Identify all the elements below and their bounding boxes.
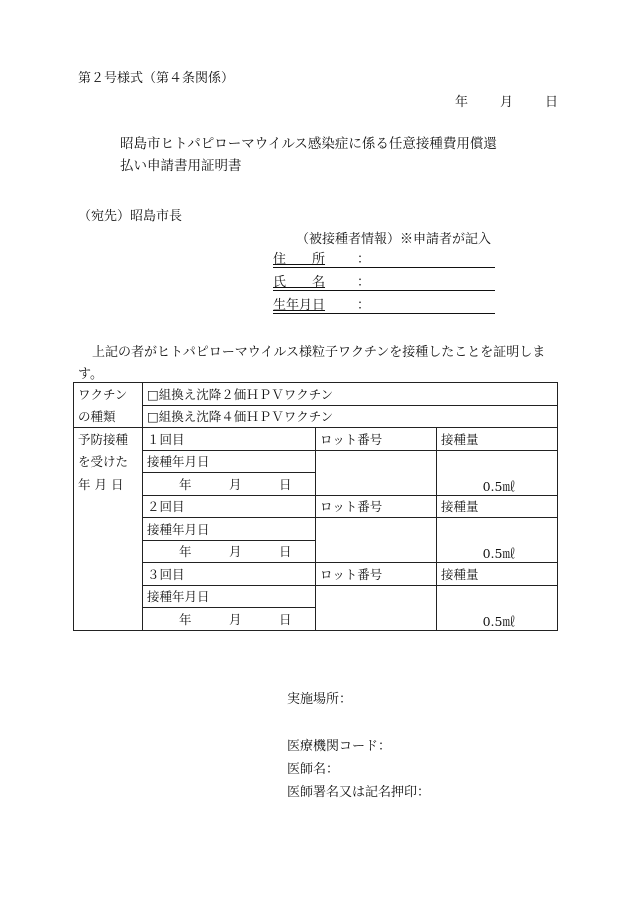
place-field[interactable]: 実施場所：: [287, 692, 353, 707]
lot-label: ロット番号: [316, 428, 437, 451]
addressee: （宛先）昭島市長: [78, 209, 183, 224]
amount-value: 0.5㎖: [437, 518, 558, 563]
document-title: [120, 133, 497, 177]
table-row: [74, 450, 558, 473]
dose-header-blank: [74, 540, 143, 563]
doctor-name-field[interactable]: 医師名：: [287, 762, 340, 777]
dose-label: ２回目: [143, 495, 316, 518]
table-row: [74, 585, 558, 608]
title-line-2: 払い申請書用証明書: [120, 158, 242, 174]
form-number: 第２号様式（第４条関係）: [78, 71, 235, 86]
address-label: 住 所: [273, 252, 326, 267]
date-blank[interactable]: 年 月 日: [143, 540, 316, 563]
colon: ：: [357, 275, 371, 290]
certification-sentence: 上記の者がヒトパピローマウイルス様粒子ワクチンを接種したことを証明します。: [78, 345, 546, 382]
dose-header-blank: [74, 518, 143, 541]
dose-header-blank: [74, 585, 143, 608]
dose-label: ３回目: [143, 563, 316, 586]
amount-label: 接種量: [437, 428, 558, 451]
name-field[interactable]: [273, 271, 495, 291]
vaccine-row-1: [74, 383, 558, 406]
date-year: 年: [455, 95, 469, 110]
date-label: 接種年月日: [143, 585, 316, 608]
date-blank[interactable]: 年 月 日: [143, 608, 316, 631]
date-label: 接種年月日: [143, 518, 316, 541]
name-label: 氏 名: [273, 275, 326, 290]
table-row: [74, 518, 558, 541]
lot-label: ロット番号: [316, 495, 437, 518]
lot-number-cell[interactable]: [316, 585, 437, 630]
birthdate-label: 生年月日: [273, 298, 326, 313]
certification-text: [78, 342, 556, 386]
date-blank[interactable]: 年 月 日: [143, 473, 316, 496]
vaccine-option-4valent[interactable]: □組換え沈降４価ＨＰＶワクチン: [143, 405, 558, 428]
vaccine-row-2: [74, 405, 558, 428]
dose-header-blank: [74, 495, 143, 518]
table-row: [74, 495, 558, 518]
dose-header-3: 年 月 日: [74, 473, 143, 496]
dose-header-2: を受けた: [74, 450, 143, 473]
date-day: 日: [545, 95, 559, 110]
dose-header-blank: [74, 608, 143, 631]
vaccine-header-1: ワクチン: [74, 383, 143, 406]
amount-value: 0.5㎖: [437, 585, 558, 630]
lot-number-cell[interactable]: [316, 450, 437, 495]
vaccination-table: [73, 382, 558, 631]
colon: ：: [357, 298, 371, 313]
vaccine-option-2valent[interactable]: □組換え沈降２価ＨＰＶワクチン: [143, 383, 558, 406]
signature-field[interactable]: 医師署名又は記名押印：: [287, 785, 431, 800]
birthdate-field[interactable]: [273, 294, 495, 314]
amount-value: 0.5㎖: [437, 450, 558, 495]
amount-label: 接種量: [437, 563, 558, 586]
table-row: [74, 563, 558, 586]
lot-label: ロット番号: [316, 563, 437, 586]
amount-label: 接種量: [437, 495, 558, 518]
date-header: [455, 91, 558, 110]
lot-number-cell[interactable]: [316, 518, 437, 563]
dose-header-blank: [74, 563, 143, 586]
date-month: 月: [500, 95, 514, 110]
vaccine-header-2: の種類: [74, 405, 143, 428]
colon: ：: [357, 252, 371, 267]
date-label: 接種年月日: [143, 450, 316, 473]
recipient-info-heading: （被接種者情報）※申請者が記入: [296, 232, 492, 247]
facility-code-field[interactable]: 医療機関コード：: [287, 739, 392, 754]
dose-header-1: 予防接種: [74, 428, 143, 451]
table-row: [74, 428, 558, 451]
dose-label: １回目: [143, 428, 316, 451]
title-line-1: 昭島市ヒトパピローマウイルス感染症に係る任意接種費用償還: [120, 136, 497, 152]
address-field[interactable]: [273, 248, 495, 268]
